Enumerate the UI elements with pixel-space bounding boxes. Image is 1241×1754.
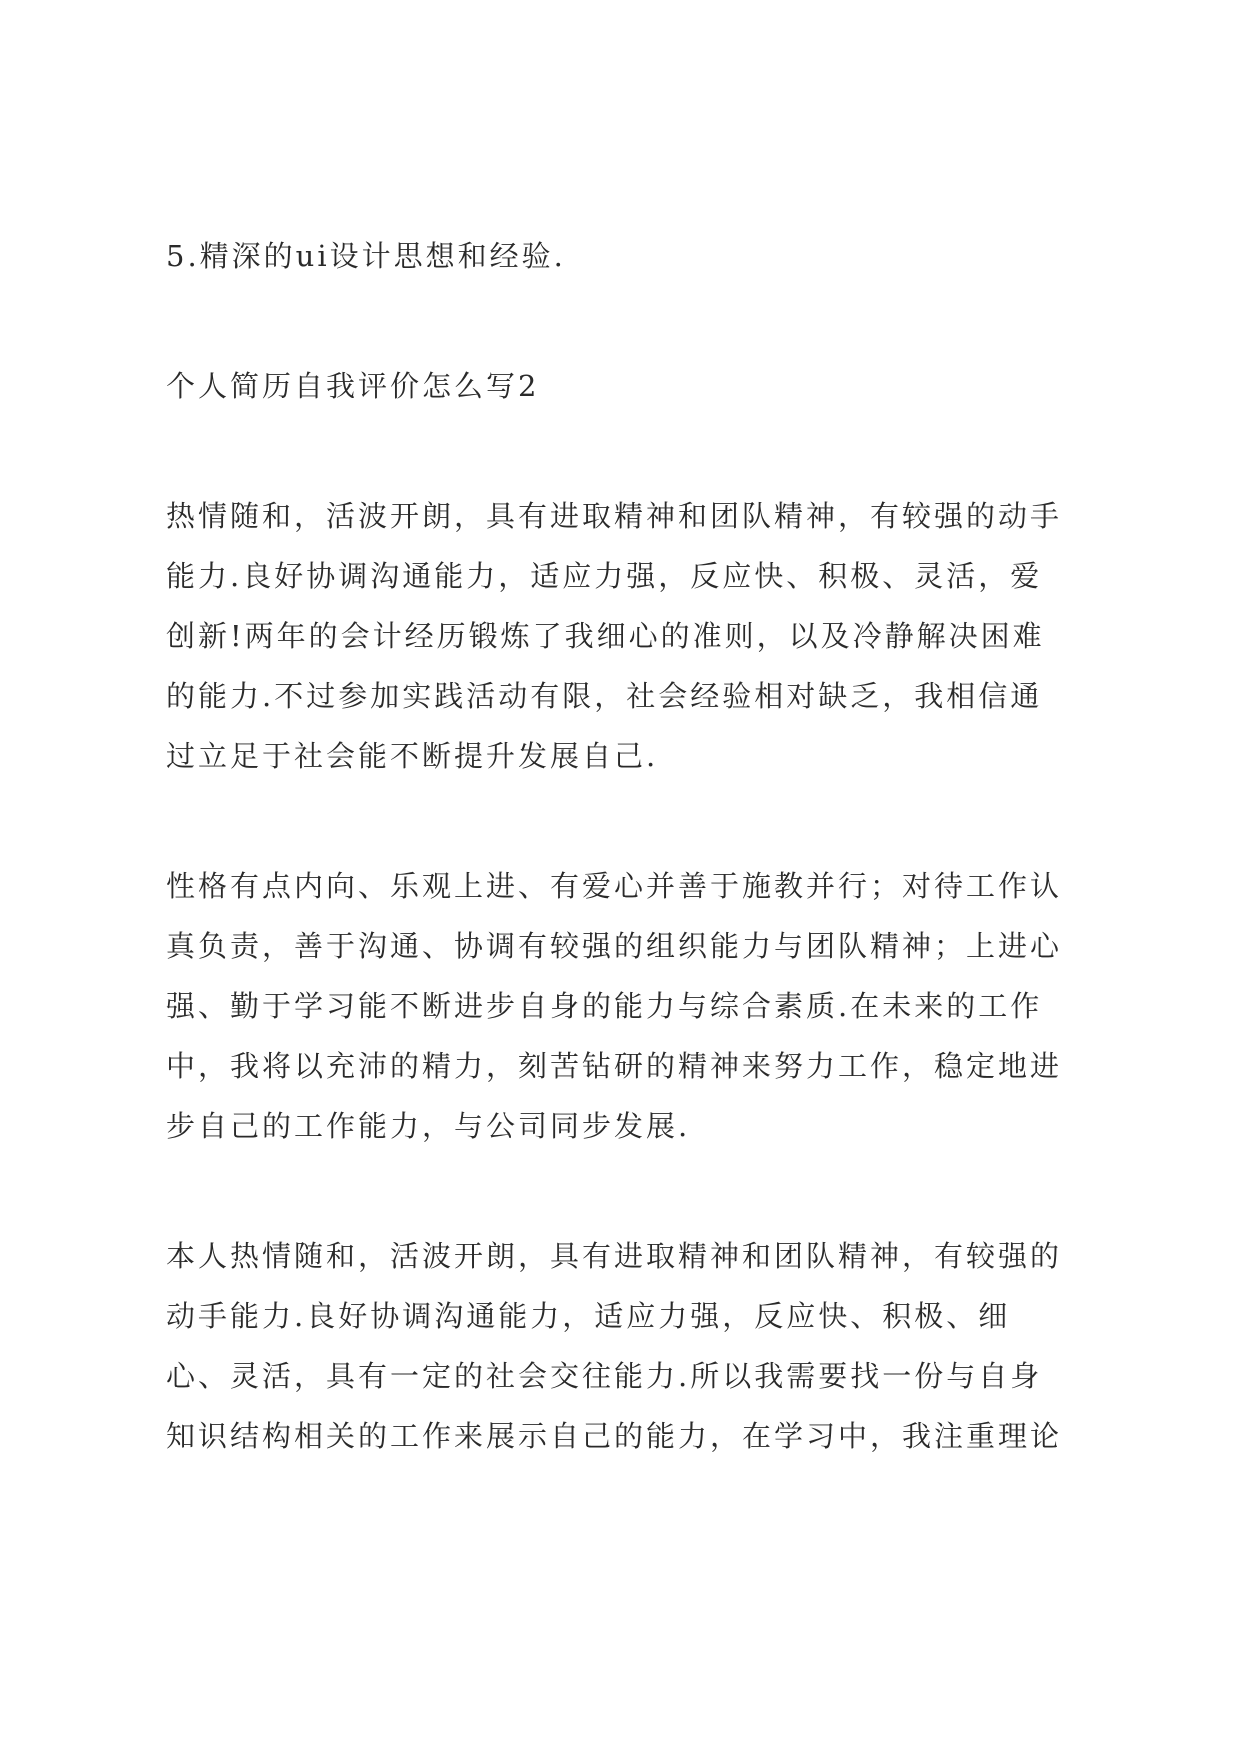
text-line: 真负责，善于沟通、协调有较强的组织能力与团队精神；上进心 bbox=[166, 929, 1063, 963]
heading-line: 个人简历自我评价怎么写2 bbox=[166, 369, 540, 403]
text-line: 过立足于社会能不断提升发展自己. bbox=[166, 739, 659, 773]
text-line: 动手能力.良好协调沟通能力，适应力强，反应快、积极、细 bbox=[166, 1299, 1011, 1333]
paragraph-gap bbox=[166, 1156, 1096, 1226]
text-line: 本人热情随和，活波开朗，具有进取精神和团队精神，有较强的 bbox=[166, 1239, 1063, 1273]
paragraph-gap bbox=[166, 286, 1096, 356]
text-line: 的能力.不过参加实践活动有限，社会经验相对缺乏，我相信通 bbox=[166, 679, 1043, 713]
text-line: 知识结构相关的工作来展示自己的能力，在学习中，我注重理论 bbox=[166, 1419, 1063, 1453]
text-line: 热情随和，活波开朗，具有进取精神和团队精神，有较强的动手 bbox=[166, 499, 1063, 533]
paragraph-gap bbox=[166, 786, 1096, 856]
text-line: 强、勤于学习能不断进步自身的能力与综合素质.在未来的工作 bbox=[166, 989, 1043, 1023]
section-heading bbox=[166, 356, 1096, 416]
text-line: 心、灵活，具有一定的社会交往能力.所以我需要找一份与自身 bbox=[166, 1359, 1043, 1393]
paragraph-2 bbox=[166, 856, 1096, 1156]
paragraph-1 bbox=[166, 486, 1096, 786]
text-line: 能力.良好协调沟通能力，适应力强，反应快、积极、灵活，爱 bbox=[166, 559, 1043, 593]
document-body bbox=[166, 226, 1096, 1466]
text-line: 步自己的工作能力，与公司同步发展. bbox=[166, 1109, 691, 1143]
text-line: 性格有点内向、乐观上进、有爱心并善于施教并行；对待工作认 bbox=[166, 869, 1063, 903]
list-item-5 bbox=[166, 226, 1096, 286]
paragraph-gap bbox=[166, 416, 1096, 486]
text-line: 5.精深的ui设计思想和经验. bbox=[166, 239, 566, 273]
paragraph-3 bbox=[166, 1226, 1096, 1466]
text-line: 中，我将以充沛的精力，刻苦钻研的精神来努力工作，稳定地进 bbox=[166, 1049, 1063, 1083]
text-line: 创新!两年的会计经历锻炼了我细心的准则，以及冷静解决困难 bbox=[166, 619, 1045, 653]
